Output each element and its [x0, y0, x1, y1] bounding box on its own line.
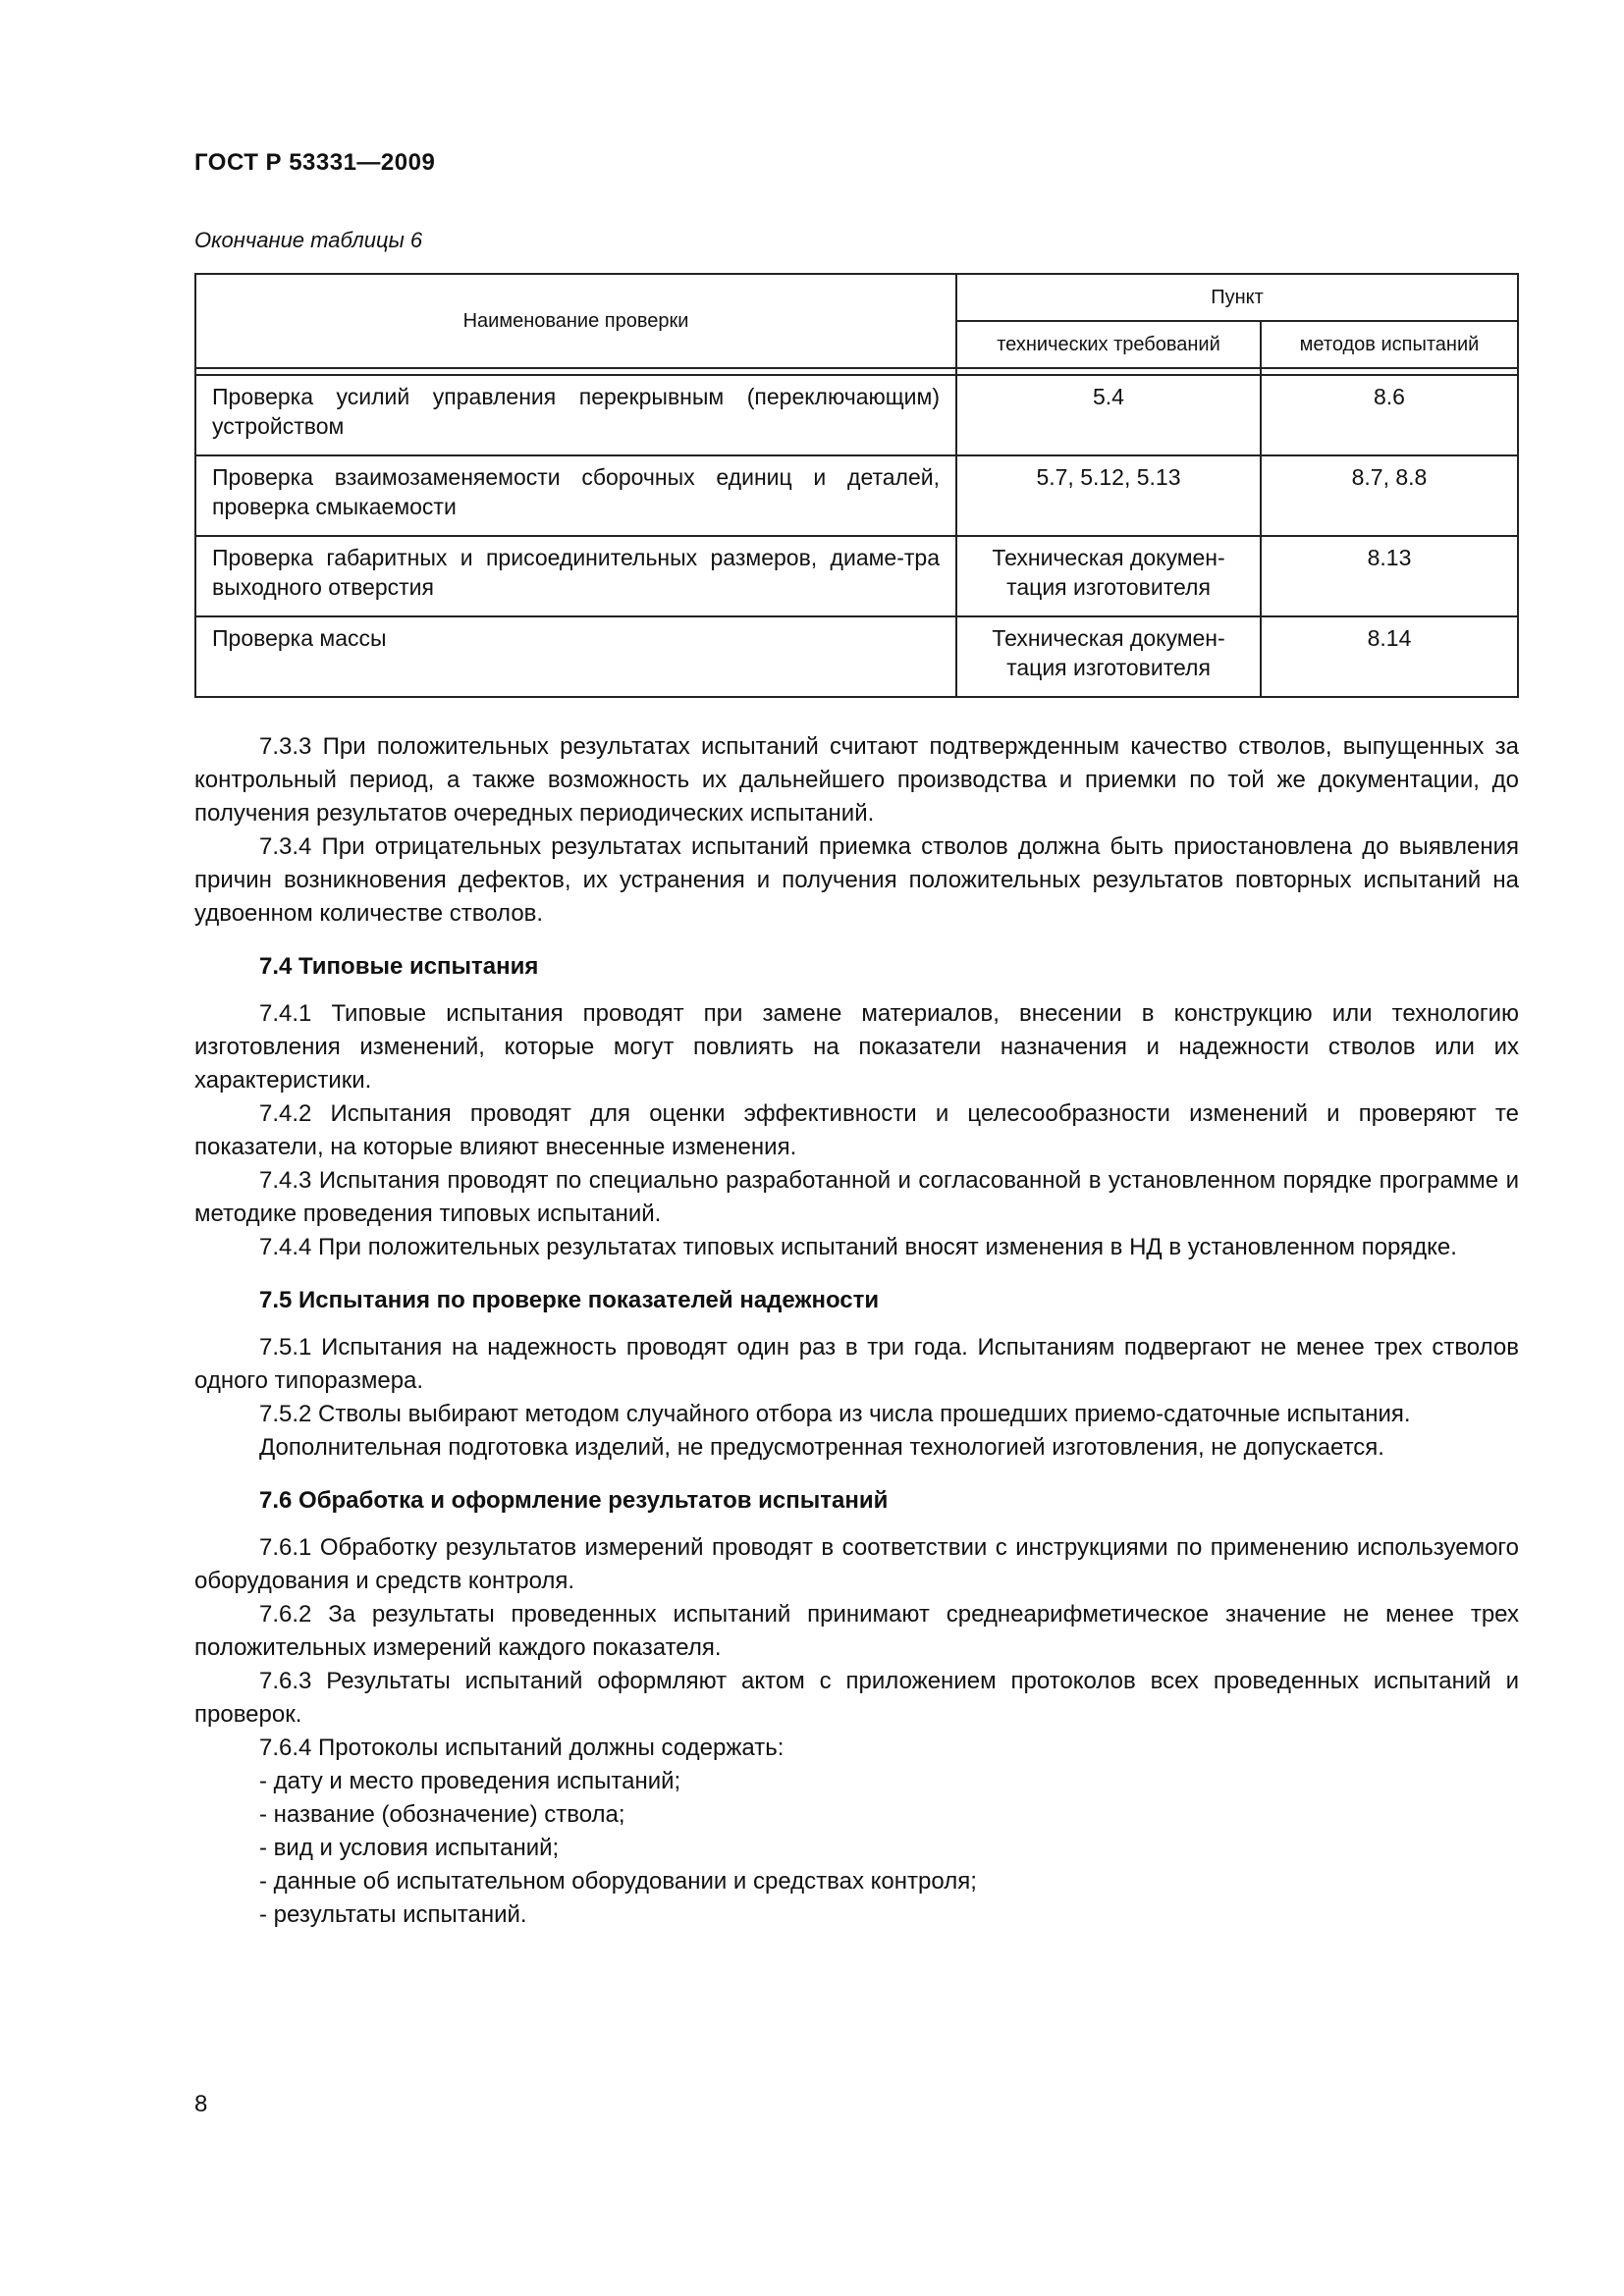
paragraph-7-6-2: 7.6.2 За результаты проведенных испытаний принимают среднеарифметическое значение не менее трех положительных измерений каждого показателя.: [194, 1601, 1519, 1661]
cell-name: Проверка массы: [195, 616, 956, 697]
page-number: 8: [194, 2091, 208, 2117]
cell-methods: 8.7, 8.8: [1261, 455, 1518, 536]
list-item: - дату и место проведения испытаний;: [259, 1768, 681, 1794]
list-item: - вид и условия испытаний;: [259, 1835, 560, 1861]
table-row: [195, 616, 1518, 697]
section-heading-7-6: 7.6 Обработка и оформление результатов испытаний: [259, 1487, 889, 1514]
paragraph-7-4-4: 7.4.4 При положительных результатах типовых испытаний вносят изменения в НД в установленном порядке.: [259, 1234, 1457, 1260]
section-heading-7-4: 7.4 Типовые испытания: [259, 953, 539, 980]
paragraph-7-4-1: 7.4.1 Типовые испытания проводят при замене материалов, внесении в конструкцию или технологию изготовления изменений, которые могут повлиять на показатели назначения и надежности стволов или их характеристики.: [194, 1000, 1519, 1094]
cell-methods: 8.13: [1261, 536, 1518, 616]
paragraph-7-4-2: 7.4.2 Испытания проводят для оценки эффективности и целесообразности изменений и проверяют те показатели, на которые влияют внесенные изменения.: [194, 1100, 1519, 1160]
column-header-tech: технических требований: [956, 321, 1261, 368]
paragraph-7-3-3: 7.3.3 При положительных результатах испытаний считают подтвержденным качество стволов, выпущенных за контрольный период, а также возможность их дальнейшего производства и приемки по той же документации, до получения результатов очередных периодических испытаний.: [194, 733, 1519, 827]
column-header-name: Наименование проверки: [195, 274, 956, 368]
paragraph-7-6-1: 7.6.1 Обработку результатов измерений проводят в соответствии с инструкциями по применению используемого оборудования и средств контроля.: [194, 1534, 1519, 1594]
cell-tech: Техническая докумен-тация изготовителя: [956, 616, 1261, 697]
paragraph-7-6-3: 7.6.3 Результаты испытаний оформляют актом с приложением протоколов всех проведенных испытаний и проверок.: [194, 1668, 1519, 1728]
list-item: - результаты испытаний.: [259, 1901, 527, 1928]
cell-tech: 5.4: [956, 375, 1261, 455]
section-heading-7-5: 7.5 Испытания по проверке показателей надежности: [259, 1287, 880, 1313]
cell-methods: 8.14: [1261, 616, 1518, 697]
paragraph-7-3-4: 7.3.4 При отрицательных результатах испытаний приемка стволов должна быть приостановлена до выявления причин возникновения дефектов, их устранения и получения положительных результатов повторных испытаний на удвоенном количестве стволов.: [194, 833, 1519, 927]
cell-tech: Техническая докумен-тация изготовителя: [956, 536, 1261, 616]
paragraph-7-5-1: 7.5.1 Испытания на надежность проводят один раз в три года. Испытаниям подвергают не менее трех стволов одного типоразмера.: [194, 1334, 1519, 1394]
column-header-methods: методов испытаний: [1261, 321, 1518, 368]
cell-name: Проверка габаритных и присоединительных размеров, диаме-тра выходного отверстия: [195, 536, 956, 616]
paragraph-7-4-3: 7.4.3 Испытания проводят по специально разработанной и согласованной в установленном порядке программе и методике проведения типовых испытаний.: [194, 1167, 1519, 1227]
header-separator: [195, 368, 1518, 375]
paragraph-7-6-4: 7.6.4 Протоколы испытаний должны содержать:: [259, 1735, 785, 1761]
table-row: [195, 375, 1518, 455]
table-caption: Окончание таблицы 6: [194, 228, 423, 252]
checks-table: [194, 273, 1519, 698]
table-header-row: [195, 274, 1518, 321]
cell-name: Проверка взаимозаменяемости сборочных единиц и деталей, проверка смыкаемости: [195, 455, 956, 536]
list-item: - название (обозначение) ствола;: [259, 1801, 625, 1828]
cell-name: Проверка усилий управления перекрывным (переключающим) устройством: [195, 375, 956, 455]
cell-tech: 5.7, 5.12, 5.13: [956, 455, 1261, 536]
document-code-header: ГОСТ Р 53331—2009: [194, 149, 436, 176]
column-header-group: Пункт: [956, 274, 1518, 321]
table-row: [195, 536, 1518, 616]
table-row: [195, 455, 1518, 536]
list-item: - данные об испытательном оборудовании и средствах контроля;: [259, 1868, 977, 1895]
body-text: [194, 730, 1519, 1932]
cell-methods: 8.6: [1261, 375, 1518, 455]
paragraph-7-5-2: 7.5.2 Стволы выбирают методом случайного отбора из числа прошедших приемо-сдаточные испытания.: [259, 1401, 1411, 1427]
paragraph-7-5-extra: Дополнительная подготовка изделий, не предусмотренная технологией изготовления, не допускается.: [259, 1434, 1384, 1461]
